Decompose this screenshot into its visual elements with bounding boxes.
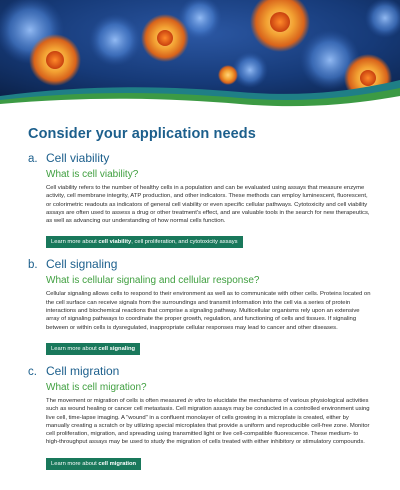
learn-more-cell-migration-button[interactable] <box>46 458 141 470</box>
text-after: to elucidate the mechanisms of various physiological activities such as wound healing or cancer cell metastasis. Cell migration assays may be conducted in a controlled environment using live cell, time-lapse imaging. A "wound" in a confluent monolayer of cells growing in a microplate is created, either by manually creating a scratch or by utilizing special microplates that provide a uniform and reproducible cell-free zone. Monitor cell proliferation, migration, and spreading using transmitted light or live cell-compatible fluorescence. These medium- to high-throughput assays may be used to study the migration of cells treated with either inhibitory or stimulatory compounds. <box>46 397 370 446</box>
section-cell-viability <box>28 151 372 248</box>
link-bold: cell signaling <box>98 345 136 352</box>
section-question: What is cell migration? <box>46 381 147 393</box>
section-heading <box>28 151 372 165</box>
page-title: Consider your application needs <box>28 126 256 142</box>
section-title: Cell viability <box>46 151 110 165</box>
section-paragraph <box>46 397 372 447</box>
link-prefix: Learn more about <box>51 239 99 246</box>
text-before: The movement or migration of cells is often measured <box>46 397 189 404</box>
section-letter: a. <box>28 153 38 165</box>
section-paragraph: Cellular signaling allows cells to respond to their environment as well as to communicate with other cells. Proteins located on the cell surface can receive signals from the surroundings and transmit information into the cell via a series of protein interactions and biochemical reactions that comprise a signaling pathway. Multicellular organisms rely upon an extensive array of signaling pathways to coordinate the proper growth, regulation, and functioning of cells and tissues. If signaling between or within cells is dysregulated, inappropriate cellular responses may lead to cancer and other diseases. <box>46 291 371 331</box>
section-cell-migration <box>28 364 372 470</box>
section-heading <box>28 257 372 271</box>
learn-more-cell-signaling-button[interactable] <box>46 343 140 355</box>
hero-image <box>0 0 400 112</box>
link-prefix: Learn more about <box>51 460 99 467</box>
main-content <box>0 126 400 479</box>
section-cell-signaling <box>28 257 372 354</box>
link-suffix: , cell proliferation, and cytotoxicity assays <box>131 239 238 246</box>
link-bold: cell migration <box>98 460 137 467</box>
section-letter: b. <box>28 259 38 272</box>
section-heading <box>28 364 372 378</box>
link-prefix: Learn more about <box>51 345 99 352</box>
hero-banner <box>0 0 400 112</box>
section-paragraph: Cell viability refers to the number of healthy cells in a population and can be evaluated using assays that measure enzyme activity, cell membrane integrity, ATP production, and other indicators. These methods can employ luminescent, fluorescent, or colorimetric readouts as indicators of general cell viability or even specific cellular pathways. Cytotoxicity and cell viability assays are often used to assess a drug or other treatment's effect, and are valuable tools in the search for new therapeutics, as well as advancing our understanding of how normal cells function. <box>46 185 370 225</box>
learn-more-cell-viability-button[interactable] <box>46 236 243 248</box>
section-title: Cell signaling <box>46 257 118 272</box>
section-title: Cell migration <box>46 363 120 378</box>
link-bold: cell viability <box>98 239 132 246</box>
section-question: What is cell viability? <box>46 169 139 180</box>
section-question: What is cellular signaling and cellular response? <box>46 275 260 287</box>
text-italic: in vitro <box>188 397 206 404</box>
section-letter: c. <box>28 365 37 378</box>
